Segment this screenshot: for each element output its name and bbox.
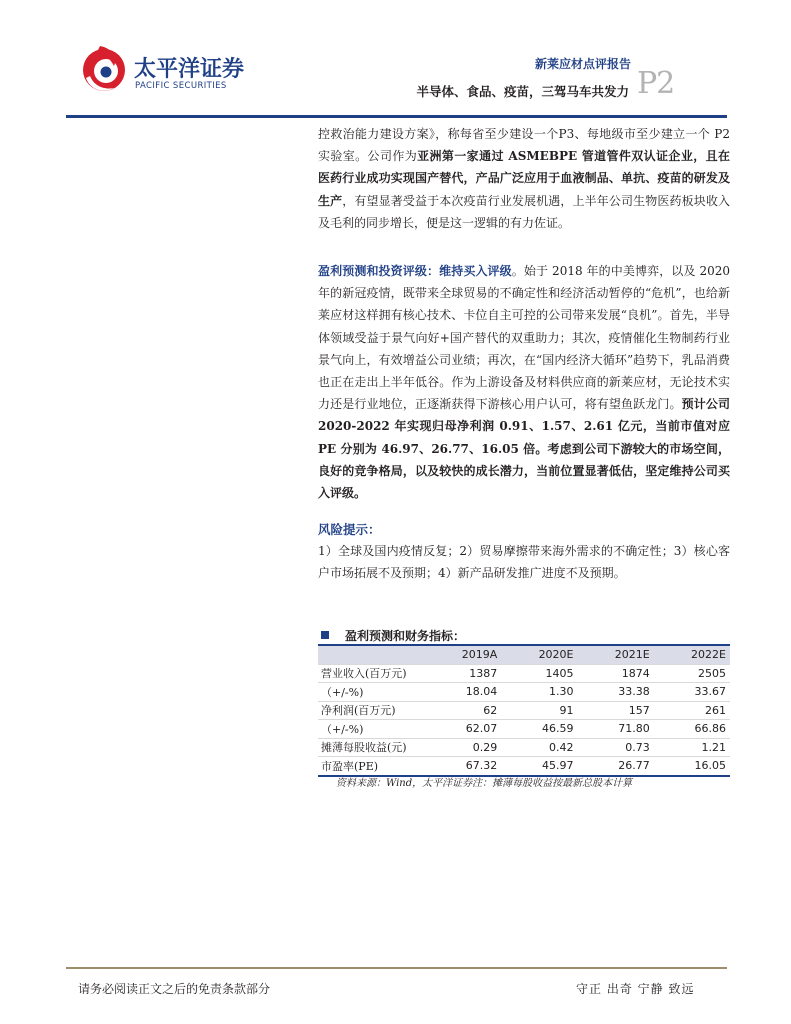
table-cell: 26.77: [578, 757, 654, 776]
footer-motto: 守正 出奇 宁静 致远: [576, 982, 695, 996]
row-label: （+/-%): [318, 683, 424, 702]
table-cell: 1.21: [654, 738, 730, 757]
company-logo: [78, 40, 245, 96]
table-cell: 18.04: [424, 683, 501, 702]
table-cell: 33.67: [654, 683, 730, 702]
report-type-label: 新莱应材点评报告: [534, 57, 631, 71]
table-cell: 1387: [424, 664, 501, 683]
paragraph-risk-warnings: 1）全球及国内疫情反复；2）贸易摩擦带来海外需求的不确定性；3）核心客户市场拓展不及预期；4）新产品研发推广进度不及预期。: [318, 544, 730, 581]
table-cell: 1.30: [501, 683, 577, 702]
table-row: [318, 701, 730, 720]
row-label: 营业收入(百万元): [318, 664, 424, 683]
row-label: 摊薄每股收益(元): [318, 738, 424, 757]
table-cell: 46.59: [501, 720, 577, 739]
p1-run-2: ，有望显著受益于本次疫苗行业发展机遇，上半年公司生物医药板块收入及毛利的同步增长，便是这一逻辑的有力佐证。: [318, 193, 730, 230]
logo-english-name: PACIFIC SECURITIES: [135, 81, 227, 91]
footer-disclaimer: 请务必阅读正文之后的免责条款部分: [78, 982, 271, 996]
table-row: [318, 720, 730, 739]
row-label: 市盈率(PE): [318, 757, 424, 776]
p1-run-1: 亚洲第一家通过 ASMEBPE 管道管件双认证企业，且在医药行业成功实现国产替代，产品广泛应用于血液制品、单抗、疫苗的研发及生产: [318, 149, 730, 208]
table-source-note: 资料来源：Wind，太平洋证券注：摊薄每股收益按最新总股本计算: [336, 778, 633, 789]
header-divider: [66, 115, 727, 118]
table-cell: 91: [501, 701, 577, 720]
table-cell: 67.32: [424, 757, 501, 776]
table-cell: 62.07: [424, 720, 501, 739]
paragraph-vaccine-opportunity: [318, 123, 730, 234]
column-header: 2021E: [578, 646, 654, 664]
table-cell: 62: [424, 701, 501, 720]
row-label: 净利润(百万元): [318, 701, 424, 720]
table-cell: 0.73: [578, 738, 654, 757]
table-title: 盈利预测和财务指标：: [345, 629, 466, 643]
table-cell: 45.97: [501, 757, 577, 776]
table-row: [318, 683, 730, 702]
p2-run-2: 预计公司 2020-2022 年实现归母净利润 0.91、1.57、2.61 亿元，当前市值对应 PE 分别为 46.97、26.77、16.05 倍。考虑到公司下游较大的市场空间，良好的竞争格局，以及较快的成长潜力，当前位置显著低估，坚定维持公司买入评级。: [318, 397, 730, 501]
table-cell: 1405: [501, 664, 577, 683]
table-header-row: [318, 646, 730, 664]
page-number: P2: [637, 66, 675, 101]
p1-run-0: 控救治能力建设方案》，称每省至少建设一个P3、每地级市至少建立一个 P2 实验室。公司作为: [318, 127, 730, 164]
table-row: [318, 757, 730, 776]
pacific-securities-logo-icon: [78, 40, 128, 96]
column-header: 2019A: [424, 646, 501, 664]
table-cell: 16.05: [654, 757, 730, 776]
table-cell: 33.38: [578, 683, 654, 702]
table-title-bullet-icon: [321, 631, 329, 639]
table-row: [318, 738, 730, 757]
p2-run-1: 。始于 2018 年的中美博弈，以及 2020 年的新冠疫情，既带来全球贸易的不确定性和经济活动暂停的“危机”，也给新莱应材这样拥有核心技术、卡位自主可控的公司带来发展“良机”。首先，半导体领域受益于景气向好+国产替代的双重助力；其次，疫情催化生物制药行业景气向上，有效增益公司业绩；再次，在“国内经济大循环”趋势下，乳品消费也正在走出上半年低谷。作为上游设备及材料供应商的新莱应材，无论技术实力还是行业地位，正逐渐获得下游核心用户认可，将有望鱼跃龙门。: [318, 264, 730, 412]
table-cell: 0.42: [501, 738, 577, 757]
table-row: [318, 664, 730, 683]
column-header: 2020E: [501, 646, 577, 664]
report-title: 半导体、食品、疫苗，三驾马车共发力: [416, 84, 629, 99]
table-cell: 71.80: [578, 720, 654, 739]
table-cell: 0.29: [424, 738, 501, 757]
financial-forecast-table: [318, 646, 730, 777]
column-header: [318, 646, 424, 664]
table-cell: 2505: [654, 664, 730, 683]
table-cell: 66.86: [654, 720, 730, 739]
table-cell: 261: [654, 701, 730, 720]
paragraph-investment-rating: [318, 260, 730, 504]
footer-divider: [66, 967, 727, 969]
column-header: 2022E: [654, 646, 730, 664]
table-cell: 157: [578, 701, 654, 720]
p2-run-0: 盈利预测和投资评级：维持买入评级: [318, 264, 512, 278]
logo-chinese-name: 太平洋证券: [134, 57, 245, 82]
row-label: （+/-%): [318, 720, 424, 739]
table-cell: 1874: [578, 664, 654, 683]
risk-heading: 风险提示：: [318, 522, 381, 537]
